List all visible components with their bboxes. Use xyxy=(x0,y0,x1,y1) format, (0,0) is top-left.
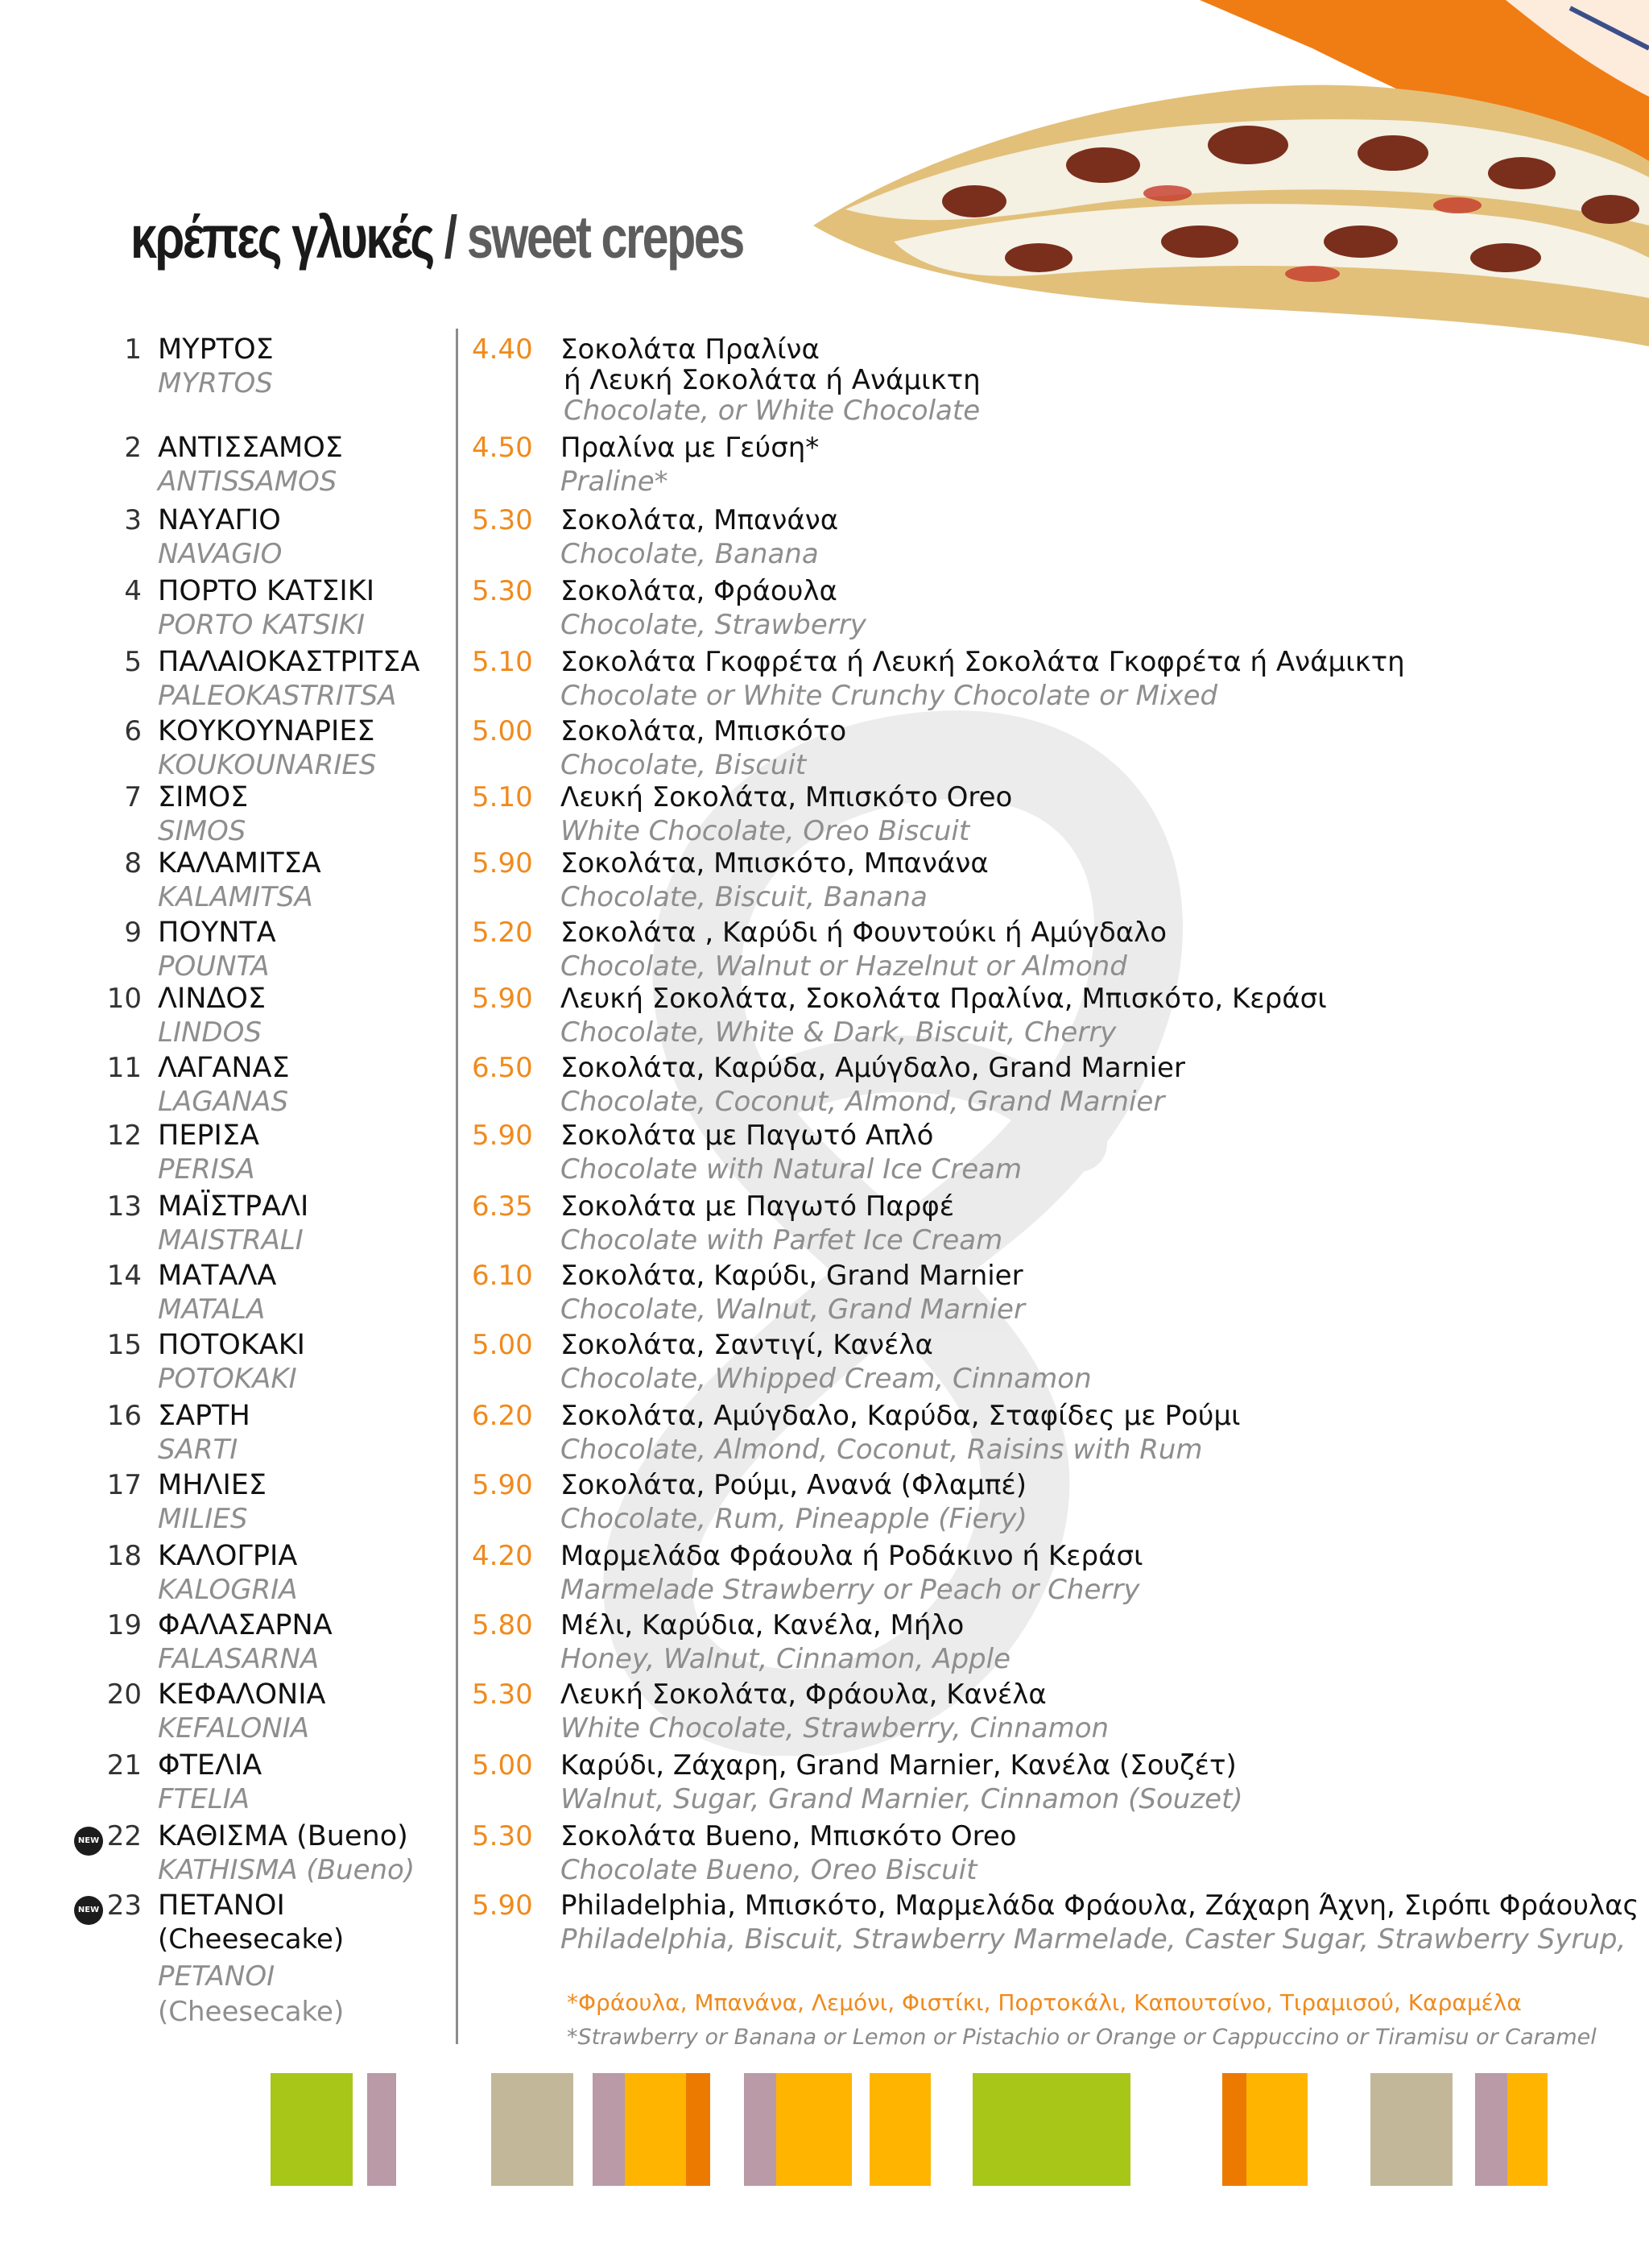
item-number: 7 xyxy=(124,781,142,813)
menu-item-row xyxy=(0,1537,1649,1606)
item-name-greek: ΚΟΥΚΟΥΝΑΡΙΕΣ xyxy=(158,715,375,747)
item-23-name-english-line1: PETANOI xyxy=(158,1960,275,1993)
color-block xyxy=(367,2073,396,2186)
menu-item-row xyxy=(0,712,1649,781)
item-name-english: SARTI xyxy=(158,1434,238,1466)
menu-item-row xyxy=(0,913,1649,983)
menu-item-row xyxy=(0,1256,1649,1326)
item-name-greek: ΣΙΜΟΣ xyxy=(158,781,249,813)
item-number: 18 xyxy=(106,1540,142,1572)
item-desc-greek: Σοκολάτα, Καρύδα, Αμύγδαλο, Grand Marnier xyxy=(560,1052,1185,1084)
item-name-english: KALOGRIA xyxy=(158,1574,298,1606)
item-desc-greek: Σοκολάτα, Μπανάνα xyxy=(560,504,839,536)
item-name-english: POUNTA xyxy=(158,950,270,983)
item-name-greek: ΦΑΛΑΣΑΡΝΑ xyxy=(158,1609,333,1641)
item-desc-greek: Σοκολάτα, Ρούμι, Ανανά (Φλαμπέ) xyxy=(560,1469,1027,1501)
item-desc-english: Chocolate, White & Dark, Biscuit, Cherry xyxy=(560,1016,1117,1049)
item-name-greek: ΠΕΡΙΣΑ xyxy=(158,1120,259,1152)
item-name-greek: ΛΑΓΑΝΑΣ xyxy=(158,1052,290,1084)
item-desc-greek: Σοκολάτα, Καρύδι, Grand Marnier xyxy=(560,1260,1023,1292)
item-number: 10 xyxy=(106,983,142,1015)
item-desc-greek: Λευκή Σοκολάτα, Σοκολάτα Πραλίνα, Μπισκότο, Κεράσι xyxy=(560,983,1327,1015)
item-name-greek: ΣΑΡΤΗ xyxy=(158,1400,250,1432)
page-title xyxy=(130,203,743,271)
item-desc-english: Chocolate, Whipped Cream, Cinnamon xyxy=(560,1363,1092,1395)
item-name-greek: ΜΗΛΙΕΣ xyxy=(158,1469,267,1501)
item-name-greek: ΠΟΡΤΟ ΚΑΤΣΙΚΙ xyxy=(158,575,375,607)
item-number: 19 xyxy=(106,1609,142,1641)
item-name-english: SIMOS xyxy=(158,815,246,847)
menu-item-row xyxy=(0,572,1649,641)
item-price: 5.30 xyxy=(472,1820,533,1852)
item-desc-english: Chocolate Bueno, Oreo Biscuit xyxy=(560,1854,977,1886)
item-desc-greek: Σοκολάτα, Σαντιγί, Κανέλα xyxy=(560,1329,933,1361)
item-name-greek: ΑΝΤΙΣΣΑΜΟΣ xyxy=(158,432,343,464)
item-desc-greek: Σοκολάτα με Παγωτό Απλό xyxy=(560,1120,934,1152)
item-price: 4.20 xyxy=(472,1540,533,1572)
item-price: 5.90 xyxy=(472,1889,533,1922)
item-1-desc-english: Chocolate, or White Chocolate xyxy=(564,395,981,427)
item-name-english: KEFALONIA xyxy=(158,1712,309,1744)
item-name-greek: ΜΑΤΑΛΑ xyxy=(158,1260,277,1292)
item-1-desc-greek-line2: ή Λευκή Σοκολάτα ή Ανάμικτη xyxy=(564,364,981,396)
item-name-greek: ΚΑΛΑΜΙΤΣΑ xyxy=(158,847,321,879)
item-number: 13 xyxy=(106,1190,142,1223)
color-block xyxy=(593,2073,625,2186)
menu-item-row xyxy=(0,643,1649,712)
item-desc-greek: Σοκολάτα , Καρύδι ή Φουντούκι ή Αμύγδαλο xyxy=(560,917,1168,949)
item-price: 5.90 xyxy=(472,1120,533,1152)
item-desc-english: Chocolate, Coconut, Almond, Grand Marnier xyxy=(560,1086,1165,1118)
item-name-english: PORTO KATSIKI xyxy=(158,609,366,641)
color-block xyxy=(1507,2073,1548,2186)
item-number: 20 xyxy=(106,1678,142,1711)
item-name-english: MATALA xyxy=(158,1293,266,1326)
menu-item-row xyxy=(0,844,1649,913)
item-desc-english: Chocolate, Banana xyxy=(560,538,819,570)
item-name-english: MYRTOS xyxy=(158,367,273,399)
item-number: 6 xyxy=(124,715,142,747)
item-number: 21 xyxy=(106,1749,142,1782)
item-number: 1 xyxy=(124,333,142,366)
menu-item-row xyxy=(0,1397,1649,1466)
color-block xyxy=(1370,2073,1453,2186)
footnote-greek: *Φράουλα, Μπανάνα, Λεμόνι, Φιστίκι, Πορτοκάλι, Καπουτσίνο, Τιραμισού, Καραμέλα xyxy=(567,1989,1522,2016)
item-desc-greek: Σοκολάτα, Μπισκότο xyxy=(560,715,847,747)
item-desc-greek: Σοκολάτα με Παγωτό Παρφέ xyxy=(560,1190,955,1223)
item-desc-english: Chocolate with Parfet Ice Cream xyxy=(560,1224,1003,1256)
item-desc-english: Chocolate, Almond, Coconut, Raisins with Rum xyxy=(560,1434,1203,1466)
item-name-greek: ΚΑΘΙΣΜΑ (Bueno) xyxy=(158,1820,408,1852)
item-price: 5.20 xyxy=(472,917,533,949)
item-desc-greek: Σοκολάτα Bueno, Μπισκότο Oreo xyxy=(560,1820,1017,1852)
menu-item-row xyxy=(0,1326,1649,1395)
item-23-name-english-line2: (Cheesecake) xyxy=(158,1996,345,2028)
item-desc-english: White Chocolate, Strawberry, Cinnamon xyxy=(560,1712,1110,1744)
item-price: 5.90 xyxy=(472,983,533,1015)
item-desc-english: Chocolate, Biscuit, Banana xyxy=(560,881,928,913)
item-name-greek: ΛΙΝΔΟΣ xyxy=(158,983,267,1015)
footnote-english: *Strawberry or Banana or Lemon or Pistachio or Orange or Cappuccino or Tiramisu or Caramel xyxy=(567,2025,1597,2050)
color-block xyxy=(625,2073,686,2186)
item-name-english: LINDOS xyxy=(158,1016,262,1049)
new-badge-icon: NEW xyxy=(74,1827,103,1856)
item-name-english: FALASARNA xyxy=(158,1643,320,1675)
item-desc-english: Marmelade Strawberry or Peach or Cherry xyxy=(560,1574,1140,1606)
item-desc-greek: Σοκολάτα, Φράουλα xyxy=(560,575,837,607)
menu-item-row xyxy=(0,1606,1649,1675)
item-price: 6.50 xyxy=(472,1052,533,1084)
item-desc-greek: Λευκή Σοκολάτα, Μπισκότο Oreo xyxy=(560,781,1013,813)
item-name-english: LAGANAS xyxy=(158,1086,289,1118)
item-price: 4.50 xyxy=(472,432,533,464)
menu-item-row xyxy=(0,501,1649,570)
item-desc-english: Chocolate or White Crunchy Chocolate or Mixed xyxy=(560,680,1218,712)
item-name-english: FTELIA xyxy=(158,1783,250,1815)
item-name-english: KALAMITSA xyxy=(158,881,313,913)
item-desc-english: Walnut, Sugar, Grand Marnier, Cinnamon (Souzet) xyxy=(560,1783,1243,1815)
color-block xyxy=(1222,2073,1246,2186)
title-greek: κρέπες γλυκές xyxy=(130,204,433,271)
title-separator: / xyxy=(432,204,467,271)
item-price: 5.10 xyxy=(472,781,533,813)
item-desc-english: Chocolate, Biscuit xyxy=(560,749,807,781)
item-price: 5.00 xyxy=(472,1749,533,1782)
item-price: 5.30 xyxy=(472,1678,533,1711)
item-price: 5.30 xyxy=(472,575,533,607)
new-badge-icon: NEW xyxy=(74,1896,103,1925)
menu-item-row xyxy=(0,428,1649,498)
item-name-greek: ΚΕΦΑΛΟΝΙΑ xyxy=(158,1678,326,1711)
item-desc-english: Chocolate, Walnut, Grand Marnier xyxy=(560,1293,1025,1326)
item-price: 5.00 xyxy=(472,715,533,747)
item-number: 23 xyxy=(106,1889,142,1922)
menu-item-row xyxy=(0,1466,1649,1535)
item-desc-english: Chocolate with Natural Ice Cream xyxy=(560,1153,1023,1186)
color-block xyxy=(776,2073,852,2186)
item-name-greek: ΠΑΛΑΙΟΚΑΣΤΡΙΤΣΑ xyxy=(158,646,420,678)
item-price: 5.30 xyxy=(472,504,533,536)
item-price: 6.20 xyxy=(472,1400,533,1432)
item-number: 9 xyxy=(124,917,142,949)
item-desc-greek: Μαρμελάδα Φράουλα ή Ροδάκινο ή Κεράσι xyxy=(560,1540,1143,1572)
item-name-greek: ΠΟΤΟΚΑΚΙ xyxy=(158,1329,305,1361)
color-block xyxy=(870,2073,931,2186)
item-number: 12 xyxy=(106,1120,142,1152)
color-block xyxy=(973,2073,1130,2186)
item-desc-greek: Πραλίνα με Γεύση* xyxy=(560,432,820,464)
item-desc-english: Chocolate, Rum, Pineapple (Fiery) xyxy=(560,1503,1027,1535)
item-name-english: ANTISSAMOS xyxy=(158,466,337,498)
item-desc-greek: Σοκολάτα Πραλίνα xyxy=(560,333,820,366)
color-block xyxy=(744,2073,776,2186)
item-desc-english: Chocolate, Walnut or Hazelnut or Almond xyxy=(560,950,1127,983)
item-desc-english: White Chocolate, Oreo Biscuit xyxy=(560,815,970,847)
menu-item-row xyxy=(0,1116,1649,1186)
item-name-english: NAVAGIO xyxy=(158,538,283,570)
menu-item-row xyxy=(0,1886,1649,1956)
item-name-english: MAISTRALI xyxy=(158,1224,304,1256)
item-name-english: PERISA xyxy=(158,1153,255,1186)
item-desc-greek: Σοκολάτα, Μπισκότο, Μπανάνα xyxy=(560,847,989,879)
color-block xyxy=(1246,2073,1308,2186)
item-name-greek: ΚΑΛΟΓΡΙΑ xyxy=(158,1540,298,1572)
item-name-greek: ΜΥΡΤΟΣ xyxy=(158,333,274,366)
item-name-english: KATHISMA (Bueno) xyxy=(158,1854,415,1886)
menu-item-row xyxy=(0,1675,1649,1744)
item-name-greek: ΦΤΕΛΙΑ xyxy=(158,1749,262,1782)
item-price: 5.10 xyxy=(472,646,533,678)
item-desc-english: Honey, Walnut, Cinnamon, Apple xyxy=(560,1643,1011,1675)
item-price: 5.00 xyxy=(472,1329,533,1361)
item-name-greek: ΠΕΤΑΝΟΙ xyxy=(158,1889,285,1922)
item-price: 4.40 xyxy=(472,333,533,366)
item-name-english: PALEOKASTRITSA xyxy=(158,680,397,712)
item-number: 11 xyxy=(106,1052,142,1084)
item-desc-english: Praline* xyxy=(560,466,668,498)
item-name-greek: ΜΑΪΣΤΡΑΛΙ xyxy=(158,1190,309,1223)
crepe-photo xyxy=(797,0,1649,346)
title-english: sweet crepes xyxy=(466,204,743,271)
item-desc-greek: Καρύδι, Ζάχαρη, Grand Marnier, Κανέλα (Σουζέτ) xyxy=(560,1749,1237,1782)
item-name-english: (Cheesecake) xyxy=(158,1923,345,1956)
item-number: 17 xyxy=(106,1469,142,1501)
item-number: 16 xyxy=(106,1400,142,1432)
item-desc-greek: Μέλι, Καρύδια, Κανέλα, Μήλο xyxy=(560,1609,965,1641)
color-block xyxy=(1475,2073,1507,2186)
item-name-english: POTOKAKI xyxy=(158,1363,297,1395)
color-block xyxy=(271,2073,353,2186)
item-price: 5.90 xyxy=(472,847,533,879)
menu-item-row xyxy=(0,979,1649,1049)
menu-item-row xyxy=(0,1049,1649,1118)
item-number: 8 xyxy=(124,847,142,879)
item-number: 22 xyxy=(106,1820,142,1852)
item-name-english: MILIES xyxy=(158,1503,248,1535)
item-price: 5.80 xyxy=(472,1609,533,1641)
menu-item-row xyxy=(0,1187,1649,1256)
item-desc-greek: Philadelphia, Μπισκότο, Μαρμελάδα Φράουλα, Ζάχαρη Άχνη, Σιρόπι Φράουλας xyxy=(560,1889,1639,1922)
item-price: 5.90 xyxy=(472,1469,533,1501)
item-price: 6.10 xyxy=(472,1260,533,1292)
item-number: 2 xyxy=(124,432,142,464)
item-desc-english: Chocolate, Strawberry xyxy=(560,609,866,641)
item-price: 6.35 xyxy=(472,1190,533,1223)
item-number: 15 xyxy=(106,1329,142,1361)
item-number: 5 xyxy=(124,646,142,678)
item-number: 3 xyxy=(124,504,142,536)
color-blocks-strip xyxy=(0,2073,1649,2186)
menu-item-row xyxy=(0,1817,1649,1886)
item-desc-greek: Σοκολάτα, Αμύγδαλο, Καρύδα, Σταφίδες με Ρούμι xyxy=(560,1400,1241,1432)
item-desc-english: Philadelphia, Biscuit, Strawberry Marmelade, Caster Sugar, Strawberry Syrup, xyxy=(560,1923,1626,1956)
item-number: 4 xyxy=(124,575,142,607)
menu-item-row xyxy=(0,778,1649,847)
item-desc-greek: Σοκολάτα Γκοφρέτα ή Λευκή Σοκολάτα Γκοφρέτα ή Ανάμικτη xyxy=(560,646,1405,678)
item-number: 14 xyxy=(106,1260,142,1292)
item-name-english: KOUKOUNARIES xyxy=(158,749,377,781)
item-desc-greek: Λευκή Σοκολάτα, Φράουλα, Κανέλα xyxy=(560,1678,1047,1711)
item-name-greek: ΝΑΥΑΓΙΟ xyxy=(158,504,281,536)
color-block xyxy=(686,2073,710,2186)
color-block xyxy=(491,2073,573,2186)
item-name-greek: ΠΟΥΝΤΑ xyxy=(158,917,276,949)
menu-item-row xyxy=(0,1746,1649,1815)
